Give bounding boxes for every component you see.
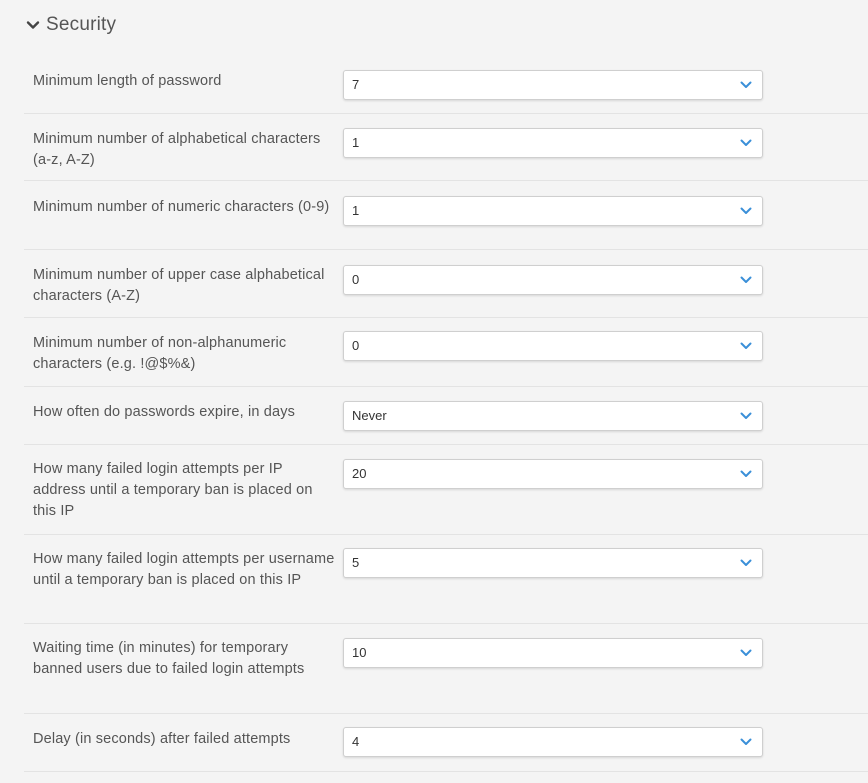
password-expiry-select[interactable] <box>343 401 763 431</box>
select-value: 10 <box>352 645 367 660</box>
setting-row-min-uppercase <box>24 250 868 318</box>
chevron-down-icon <box>740 558 752 568</box>
select-value: 0 <box>352 272 360 287</box>
setting-row-password-expiry <box>24 387 868 445</box>
select-value: 7 <box>352 77 360 92</box>
min-numeric-select[interactable] <box>343 196 763 226</box>
failed-attempts-ip-select[interactable] <box>343 459 763 489</box>
setting-label: How many failed login attempts per IP address until a temporary ban is placed on this IP <box>33 461 313 519</box>
setting-row-ban-waiting-time <box>24 624 868 714</box>
chevron-down-icon[interactable] <box>26 18 40 32</box>
chevron-down-icon <box>740 275 752 285</box>
select-value: 1 <box>352 203 360 218</box>
select-value: 0 <box>352 338 360 353</box>
select-value: Never <box>352 408 387 423</box>
min-non-alphanumeric-select[interactable] <box>343 331 763 361</box>
min-password-length-select[interactable] <box>343 70 763 100</box>
min-alphabetical-select[interactable] <box>343 128 763 158</box>
select-value: 20 <box>352 466 367 481</box>
setting-row-min-non-alphanumeric <box>24 318 868 387</box>
setting-row-failed-attempts-ip <box>24 445 868 535</box>
section-title: Security <box>46 14 117 35</box>
setting-label: Minimum length of password <box>33 73 222 89</box>
chevron-down-icon <box>740 411 752 421</box>
setting-row-failed-attempts-username <box>24 535 868 624</box>
setting-label: Minimum number of non-alphanumeric characters (e.g. !@$%&) <box>33 335 287 372</box>
chevron-down-icon <box>740 80 752 90</box>
chevron-down-icon <box>740 341 752 351</box>
select-value: 4 <box>352 734 360 749</box>
setting-label: Minimum number of upper case alphabetical characters (A-Z) <box>33 267 325 304</box>
setting-label: Delay (in seconds) after failed attempts <box>33 731 291 747</box>
select-value: 5 <box>352 555 360 570</box>
failed-attempts-username-select[interactable] <box>343 548 763 578</box>
chevron-down-icon <box>740 469 752 479</box>
min-uppercase-select[interactable] <box>343 265 763 295</box>
setting-label: How many failed login attempts per username until a temporary ban is placed on this IP <box>33 551 335 588</box>
chevron-down-icon <box>740 138 752 148</box>
chevron-down-icon <box>740 737 752 747</box>
failed-attempt-delay-select[interactable] <box>343 727 763 757</box>
setting-row-failed-attempt-delay <box>24 714 868 772</box>
setting-label: Minimum number of numeric characters (0-9) <box>33 199 330 215</box>
chevron-down-icon <box>740 206 752 216</box>
setting-label: How often do passwords expire, in days <box>33 404 295 420</box>
settings-list <box>24 56 868 772</box>
ban-waiting-time-select[interactable] <box>343 638 763 668</box>
setting-label: Minimum number of alphabetical characters (a-z, A-Z) <box>33 131 321 168</box>
setting-row-min-numeric <box>24 181 868 250</box>
setting-row-min-password-length <box>24 56 868 114</box>
select-value: 1 <box>352 135 360 150</box>
security-section-header[interactable] <box>26 12 116 38</box>
setting-label: Waiting time (in minutes) for temporary banned users due to failed login attempts <box>33 640 305 677</box>
chevron-down-icon <box>740 648 752 658</box>
setting-row-min-alphabetical <box>24 114 868 181</box>
